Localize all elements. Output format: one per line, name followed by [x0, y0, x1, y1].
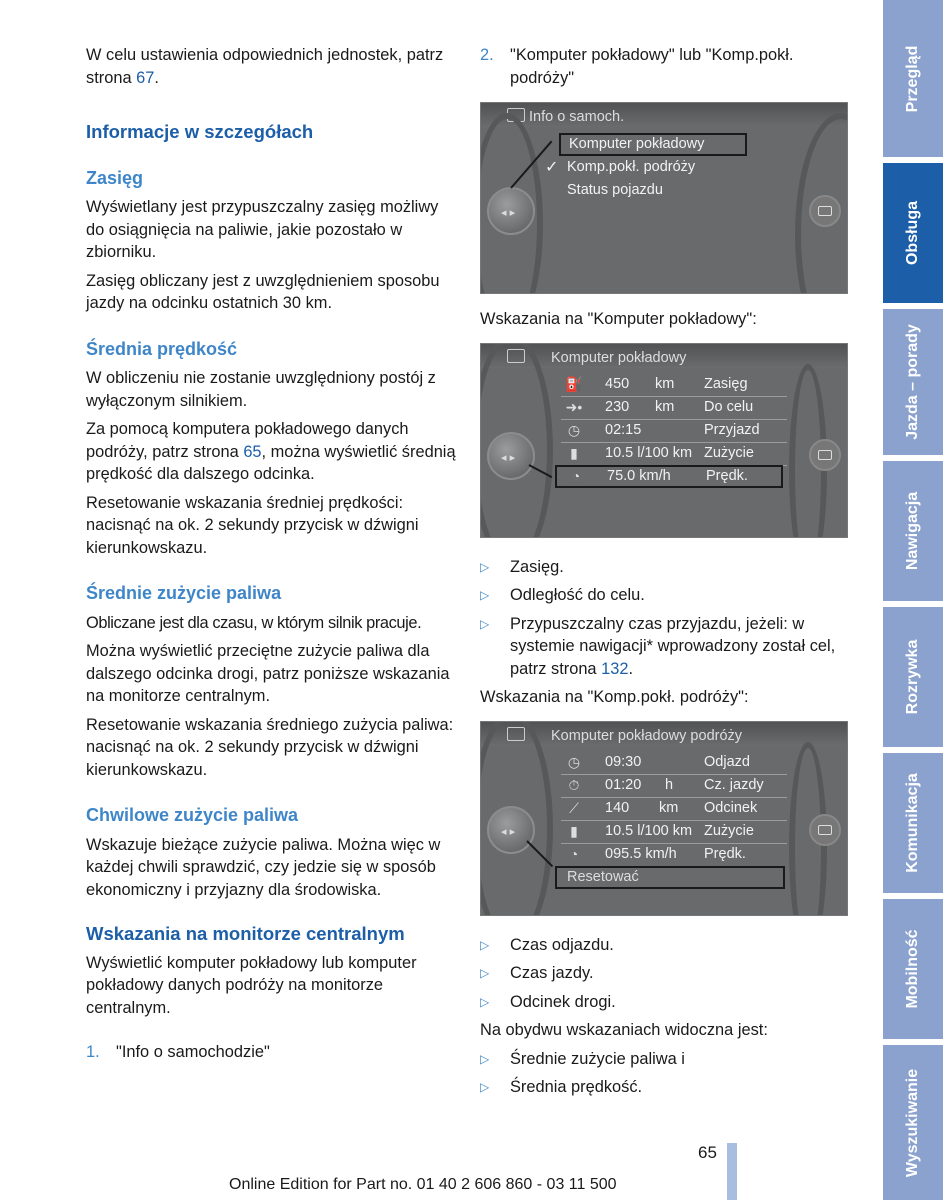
bullet-avg-speed: ▷ Średnia prędkość.: [480, 1076, 852, 1099]
arrival-clock-icon: ◷: [567, 421, 581, 438]
bullet-range: ▷ Zasięg.: [480, 556, 852, 579]
heading-current-fuel: Chwilowe zużycie paliwa: [86, 805, 299, 825]
arrows-left-right-icon: ◂ ▸: [501, 451, 516, 464]
departure-clock-icon: ◷: [567, 753, 581, 770]
controller-knob[interactable]: [487, 432, 535, 480]
avg-fuel-paragraph-3: Resetowanie wskazania średniego zużycia paliwa: nacisnąć na ok. 2 sekundy przycisk w dźwigni kierunkowskazu.: [86, 715, 454, 779]
heading-avg-fuel: Średnie zużycie paliwa: [86, 583, 282, 603]
triangle-bullet-icon: ▷: [480, 1051, 490, 1066]
avg-fuel-paragraph-2: Można wyświetlić przeciętne zużycie paliwa dla dalszego odcinka drogi, patrz poniższe wskazania na monitorze centralnym.: [86, 642, 450, 705]
page-link-67[interactable]: 67: [136, 68, 155, 87]
check-icon: ✓: [545, 159, 559, 176]
bullet-driving-time: ▷ Czas jazdy.: [480, 962, 852, 985]
both-displays-caption: Na obydwu wskazaniach widoczna jest:: [480, 1021, 768, 1039]
tab-rozrywka[interactable]: Rozrywka: [883, 607, 943, 747]
row-departure: ◷ 09:30 Odjazd: [561, 751, 787, 775]
triangle-bullet-icon: ▷: [480, 994, 490, 1009]
fuel-pump-icon: ▮: [570, 444, 578, 461]
page-link-65[interactable]: 65: [243, 442, 262, 461]
stopwatch-icon: ⏱: [568, 776, 580, 793]
tab-jazda-porady[interactable]: Jazda – porady: [883, 309, 943, 455]
menu-item-onboard-computer[interactable]: Komputer pokładowy: [559, 133, 747, 156]
tab-nawigacja[interactable]: Nawigacja: [883, 461, 943, 601]
screen-1-title: Info o samoch.: [529, 109, 625, 125]
step-1-number: 1.: [86, 1043, 100, 1061]
fuel-range-icon: ⛽: [565, 375, 583, 392]
side-info-icon[interactable]: [809, 195, 841, 227]
row-range: ⛽ 450 km Zasięg: [561, 373, 787, 397]
avg-speed-paragraph-2: Za pomocą komputera pokładowego danych podróży, patrz strona 65, można wyświetlić średnią prędkość dla dalszego odcinka.: [86, 420, 456, 483]
page-number: 65: [698, 1143, 717, 1162]
tab-wyszukiwanie[interactable]: Wyszukiwanie: [883, 1045, 943, 1200]
controller-knob[interactable]: [487, 187, 535, 235]
info-menu: [545, 133, 747, 202]
destination-icon: ➜•: [565, 398, 583, 415]
step-2-number: 2.: [480, 46, 494, 64]
tab-komunikacja[interactable]: Komunikacja: [883, 753, 943, 893]
row-distance: ⟋ 140 km Odcinek: [561, 797, 787, 821]
bullet-distance: ▷ Odległość do celu.: [480, 584, 852, 607]
caption-onboard-computer: Wskazania na "Komputer pokładowy":: [480, 310, 757, 328]
row-destination: ➜• 230 km Do celu: [561, 396, 787, 420]
arrows-left-right-icon: ◂ ▸: [501, 825, 516, 838]
current-fuel-paragraph: Wskazuje bieżące zużycie paliwa. Można więc w każdej chwili sprawdzić, czy jedzie się w sposób ekonomiczny i przyjazny dla środowiska.: [86, 835, 441, 899]
step-2: [480, 44, 852, 89]
tab-mobilnosc[interactable]: Mobilność: [883, 899, 943, 1039]
side-info-icon[interactable]: [809, 814, 841, 846]
row-driving-time: ⏱ 01:20 h Cz. jazdy: [561, 774, 787, 798]
avg-speed-paragraph-3: Resetowanie wskazania średniej prędkości: nacisnąć na ok. 2 sekundy przycisk w dźwigni kierunkowskazu.: [86, 493, 419, 557]
row-arrival: ◷ 02:15 Przyjazd: [561, 419, 787, 443]
bullet-arrival: ▷ Przypuszczalny czas przyjazdu, jeżeli: w systemie nawigacji* wprowadzony został cel, patrz strona 132.: [480, 613, 852, 681]
row-consumption: ▮ 10.5 l/100 km Zużycie: [561, 442, 787, 466]
triangle-bullet-icon: ▷: [480, 1080, 490, 1094]
screen-onboard-computer: [480, 343, 848, 538]
row-speed[interactable]: ◔ 75.0 km/h Prędk.: [555, 465, 783, 488]
heading-details: Informacje w szczegółach: [86, 121, 314, 142]
chapter-tabs: [883, 0, 943, 1200]
triangle-bullet-icon: ▷: [480, 559, 490, 574]
tab-obsluga[interactable]: Obsługa: [883, 163, 943, 303]
avg-fuel-paragraph-1: Obliczane jest dla czasu, w którym silnik pracuje.: [86, 613, 422, 632]
speedometer-icon: ◔: [571, 467, 581, 484]
screen-2-title: Komputer pokładowy: [551, 349, 687, 366]
reset-button[interactable]: Resetować: [555, 866, 785, 889]
avg-speed-paragraph-1: W obliczeniu nie zostanie uwzględniony postój z wyłączonym silnikiem.: [86, 369, 436, 410]
bullet-avg-fuel: ▷ Średnie zużycie paliwa i: [480, 1048, 852, 1071]
arrows-left-right-icon: ◂ ▸: [501, 207, 516, 219]
controller-knob[interactable]: [487, 806, 535, 854]
road-distance-icon: ⟋: [569, 799, 579, 816]
monitor-paragraph: Wyświetlić komputer pokładowy lub komputer pokładowy danych podróży na monitorze centralnym.: [86, 953, 417, 1017]
right-column: [480, 44, 852, 1105]
triangle-bullet-icon: ▷: [480, 937, 490, 952]
menu-item-trip-computer[interactable]: ✓ Komp.pokł. podróży: [567, 156, 747, 179]
triangle-bullet-icon: ▷: [480, 616, 490, 631]
screen-3-title: Komputer pokładowy podróży: [551, 727, 743, 744]
page-link-132[interactable]: 132: [601, 659, 629, 678]
step-1: [86, 1041, 456, 1064]
bullet-trip-distance: ▷ Odcinek drogi.: [480, 991, 852, 1014]
caption-trip-computer: Wskazania na "Komp.pokł. podróży":: [480, 688, 749, 706]
screen-trip-computer: [480, 721, 848, 916]
bullet-departure: ▷ Czas odjazdu.: [480, 934, 852, 957]
intro-paragraph: W celu ustawienia odpowiednich jednostek, patrz strona 67.: [86, 46, 444, 87]
heading-central-monitor: Wskazania na monitorze centralnym: [86, 923, 405, 944]
left-column: [86, 44, 456, 1064]
range-paragraph-1: Wyświetlany jest przypuszczalny zasięg możliwy do osiągnięcia na paliwie, jakie pozostało w zbiorniku.: [86, 198, 439, 261]
triangle-bullet-icon: ▷: [480, 588, 490, 602]
triangle-bullet-icon: ▷: [480, 966, 490, 980]
side-info-icon[interactable]: [809, 439, 841, 471]
row-consumption: ▮ 10.5 l/100 km Zużycie: [561, 820, 787, 844]
fuel-pump-icon: ▮: [570, 822, 578, 839]
screen-info-menu: [480, 102, 848, 294]
speedometer-icon: ◔: [569, 845, 579, 862]
footer: Online Edition for Part no. 01 40 2 606 860 - 03 11 500: [229, 1176, 617, 1193]
step-2-text: "Komputer pokładowy" lub "Komp.pokł. podróży": [510, 46, 794, 87]
step-1-text: "Info o samochodzie": [116, 1043, 270, 1061]
tab-przeglad[interactable]: Przegląd: [883, 0, 943, 157]
range-paragraph-2: Zasięg obliczany jest z uwzględnieniem sposobu jazdy na odcinku ostatnich 30 km.: [86, 271, 440, 312]
menu-item-vehicle-status[interactable]: Status pojazdu: [567, 182, 663, 198]
page-number-bar: [727, 1143, 737, 1200]
row-speed: ◔ 095.5 km/h Prędk.: [561, 843, 848, 866]
heading-range: Zasięg: [86, 167, 144, 188]
heading-avg-speed: Średnia prędkość: [86, 338, 238, 359]
